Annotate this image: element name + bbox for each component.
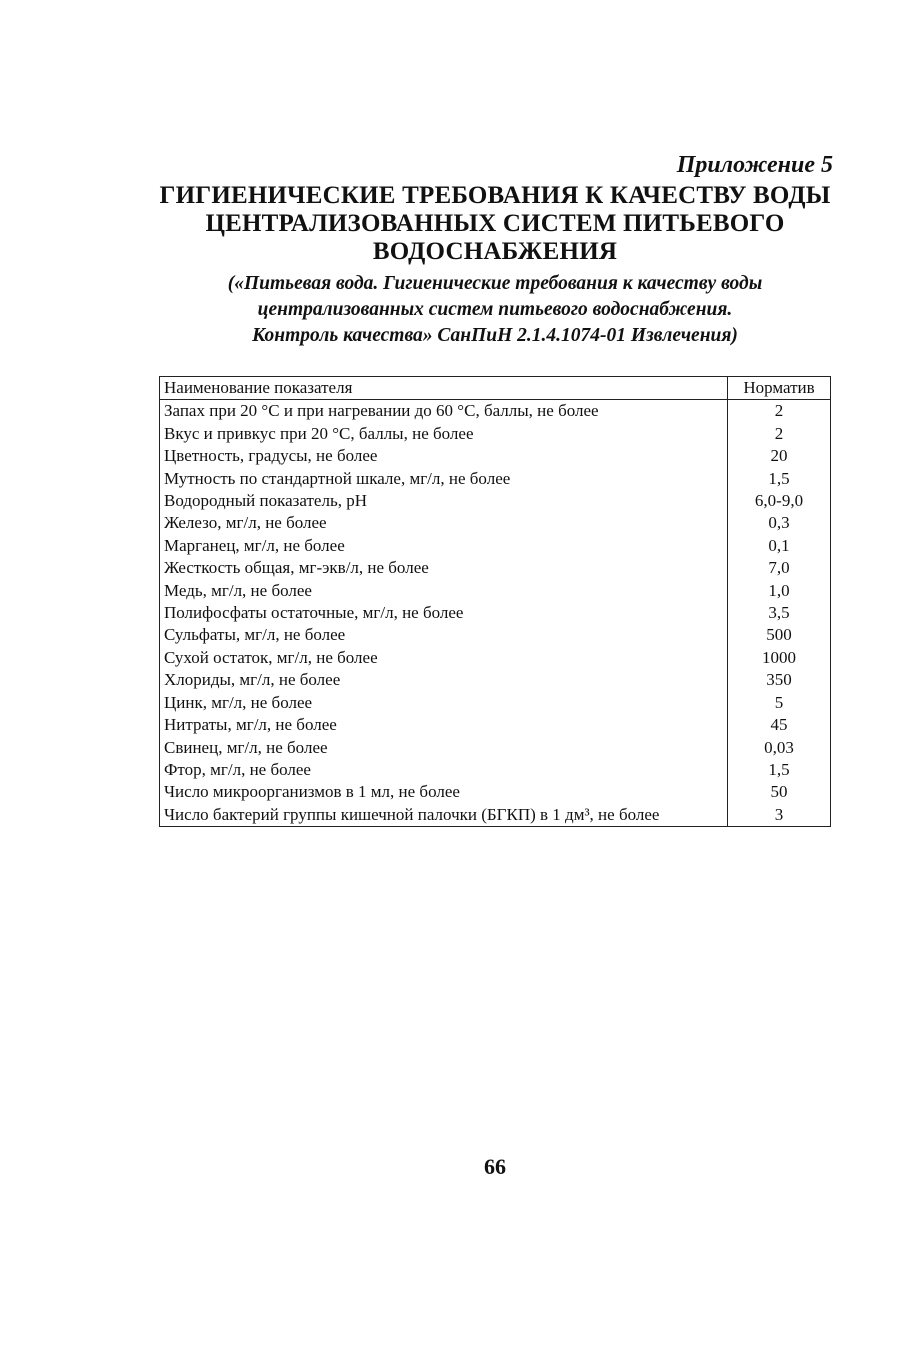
page-number: 66 (484, 1154, 506, 1179)
indicator-name-cell: Цветность, градусы, не более (160, 445, 728, 467)
table-row (160, 557, 831, 579)
water-quality-norms-table (159, 376, 831, 827)
document-title (150, 182, 840, 266)
indicator-name-cell: Медь, мг/л, не более (160, 580, 728, 602)
header-indicator-name: Наименование показателя (160, 377, 728, 400)
norm-value-cell: 7,0 (728, 557, 831, 579)
table-row (160, 647, 831, 669)
subtitle-line: («Питьевая вода. Гигиенические требования к качеству воды (227, 273, 763, 294)
indicator-name-cell: Водородный показатель, рН (160, 490, 728, 512)
indicator-name-cell: Вкус и привкус при 20 °С, баллы, не более (160, 423, 728, 445)
table-row (160, 781, 831, 803)
norm-value-cell: 3,5 (728, 602, 831, 624)
header-norm-value: Норматив (728, 377, 831, 400)
table-row (160, 602, 831, 624)
indicator-name-cell: Нитраты, мг/л, не более (160, 714, 728, 736)
indicator-name-cell: Сухой остаток, мг/л, не более (160, 647, 728, 669)
norm-value-cell: 1000 (728, 647, 831, 669)
norm-value-cell: 0,3 (728, 512, 831, 534)
norm-value-cell: 6,0-9,0 (728, 490, 831, 512)
subtitle-line: централизованных систем питьевого водоснабжения. (257, 299, 733, 320)
table-row (160, 804, 831, 827)
table-row (160, 580, 831, 602)
indicator-name-cell: Сульфаты, мг/л, не более (160, 624, 728, 646)
table-row (160, 737, 831, 759)
table-row (160, 400, 831, 423)
appendix-label: Приложение 5 (676, 152, 833, 178)
norm-value-cell: 0,1 (728, 535, 831, 557)
indicator-name-cell: Хлориды, мг/л, не более (160, 669, 728, 691)
subtitle-line: Контроль качества» СанПиН 2.1.4.1074-01 Извлечения) (252, 325, 738, 346)
table-header-row (160, 377, 831, 400)
norm-value-cell: 1,5 (728, 759, 831, 781)
title-line: ГИГИЕНИЧЕСКИЕ ТРЕБОВАНИЯ К КАЧЕСТВУ ВОДЫ (159, 182, 831, 209)
norm-value-cell: 5 (728, 692, 831, 714)
table-row (160, 759, 831, 781)
norm-value-cell: 45 (728, 714, 831, 736)
indicator-name-cell: Марганец, мг/л, не более (160, 535, 728, 557)
table-row (160, 490, 831, 512)
indicator-name-cell: Число бактерий группы кишечной палочки (БГКП) в 1 дм³, не более (160, 804, 728, 827)
norm-value-cell: 2 (728, 423, 831, 445)
indicator-name-cell: Жесткость общая, мг-экв/л, не более (160, 557, 728, 579)
table-row (160, 714, 831, 736)
norm-value-cell: 50 (728, 781, 831, 803)
table-row (160, 423, 831, 445)
table-row (160, 468, 831, 490)
document-subtitle (150, 271, 840, 349)
indicator-name-cell: Число микроорганизмов в 1 мл, не более (160, 781, 728, 803)
indicator-name-cell: Свинец, мг/л, не более (160, 737, 728, 759)
title-line: ЦЕНТРАЛИЗОВАННЫХ СИСТЕМ ПИТЬЕВОГО (205, 210, 785, 237)
norm-value-cell: 1,0 (728, 580, 831, 602)
table-row (160, 624, 831, 646)
indicator-name-cell: Запах при 20 °С и при нагревании до 60 °С, баллы, не более (160, 400, 728, 423)
table-row (160, 535, 831, 557)
table-row (160, 669, 831, 691)
norm-value-cell: 3 (728, 804, 831, 827)
table-body (160, 400, 831, 827)
norm-value-cell: 1,5 (728, 468, 831, 490)
indicator-name-cell: Цинк, мг/л, не более (160, 692, 728, 714)
table-row (160, 692, 831, 714)
indicator-name-cell: Железо, мг/л, не более (160, 512, 728, 534)
norm-value-cell: 500 (728, 624, 831, 646)
indicator-name-cell: Мутность по стандартной шкале, мг/л, не более (160, 468, 728, 490)
norm-value-cell: 2 (728, 400, 831, 423)
norm-value-cell: 0,03 (728, 737, 831, 759)
norm-value-cell: 350 (728, 669, 831, 691)
norm-value-cell: 20 (728, 445, 831, 467)
title-line: ВОДОСНАБЖЕНИЯ (372, 238, 618, 265)
indicator-name-cell: Полифосфаты остаточные, мг/л, не более (160, 602, 728, 624)
table-row (160, 512, 831, 534)
table-row (160, 445, 831, 467)
indicator-name-cell: Фтор, мг/л, не более (160, 759, 728, 781)
